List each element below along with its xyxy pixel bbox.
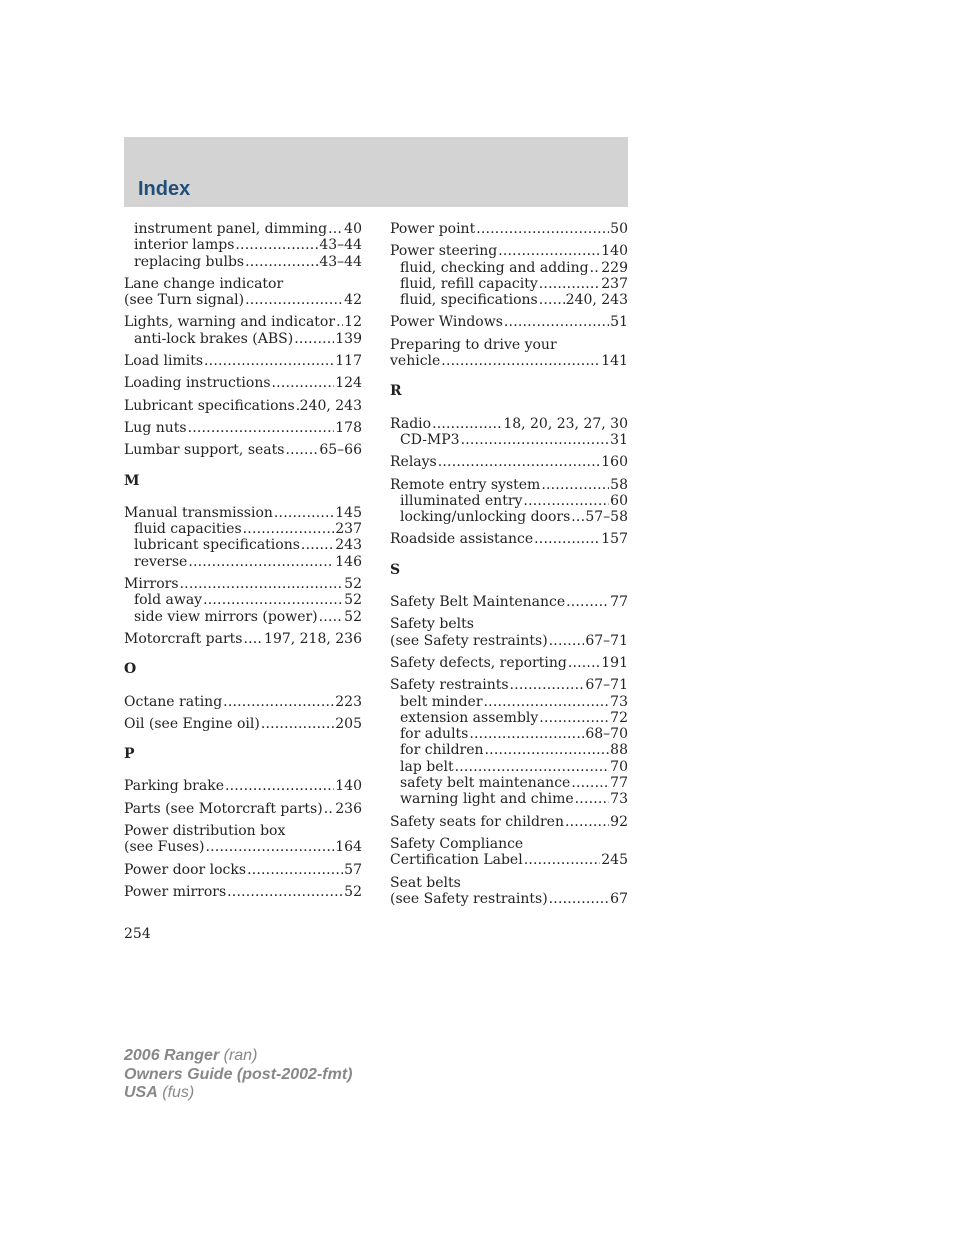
index-entry — [390, 314, 628, 330]
dot-leader — [498, 243, 600, 259]
entry-text: Radio — [390, 415, 432, 432]
index-entry — [124, 631, 362, 647]
entry-text: Safety Compliance — [390, 835, 524, 852]
entry-text: Mirrors — [124, 576, 179, 593]
page-reference: 223 — [335, 693, 362, 710]
entry-text: Lubricant specifications — [124, 397, 295, 414]
entry-text: warning light and chime — [400, 791, 574, 808]
index-entry — [390, 677, 628, 807]
index-entry — [390, 337, 628, 370]
entry-text: locking/unlocking doors — [400, 509, 571, 526]
page-reference: 77 — [610, 594, 628, 611]
index-line — [390, 594, 628, 610]
index-entry — [124, 576, 362, 625]
footer-model: 2006 Ranger — [124, 1047, 220, 1064]
entry-text: Safety seats for children — [390, 813, 564, 830]
footer-guide: Owners Guide (post-2002-fmt) — [124, 1065, 353, 1083]
index-subentry — [124, 609, 362, 625]
dot-leader — [504, 314, 609, 330]
index-subentry — [390, 759, 628, 775]
page-reference: 31 — [610, 431, 628, 448]
page-reference: 236 — [335, 800, 362, 817]
dot-leader — [243, 521, 335, 537]
document-footer — [124, 1047, 352, 1103]
index-line — [390, 416, 628, 432]
page-reference: 18, 20, 23, 27, 30 — [503, 415, 628, 432]
index-line — [390, 353, 628, 369]
index-entry — [124, 694, 362, 710]
entry-text: fluid, specifications — [400, 292, 538, 309]
page-reference: 42 — [344, 292, 362, 309]
dot-leader — [180, 576, 344, 592]
dot-leader — [455, 759, 610, 775]
index-line — [390, 477, 628, 493]
page-reference: 146 — [335, 553, 362, 570]
dot-leader — [549, 633, 585, 649]
index-entry — [124, 505, 362, 570]
index-entry — [390, 454, 628, 470]
header-band — [124, 137, 628, 207]
page-reference: 139 — [335, 330, 362, 347]
dot-leader — [571, 775, 609, 791]
entry-text: (see Fuses) — [124, 839, 205, 856]
entry-text: Power Windows — [390, 314, 503, 331]
page-reference: 145 — [335, 504, 362, 521]
footer-model-code: (ran) — [223, 1047, 258, 1064]
index-entry — [390, 221, 628, 237]
index-entry — [124, 276, 362, 309]
dot-leader — [524, 852, 601, 868]
page-reference: 67 — [610, 890, 628, 907]
entry-text: fluid, checking and adding — [400, 259, 589, 276]
section-letter: R — [390, 383, 402, 400]
dot-leader — [324, 801, 335, 817]
entry-text: Roadside assistance — [390, 531, 534, 548]
index-entry — [124, 420, 362, 436]
index-subentry — [124, 221, 362, 237]
entry-text: Power door locks — [124, 861, 247, 878]
entry-text: Relays — [390, 454, 437, 471]
entry-text: CD-MP3 — [400, 431, 460, 448]
page-reference: 197, 218, 236 — [264, 630, 362, 647]
index-entry — [124, 716, 362, 732]
page-reference: 237 — [601, 275, 628, 292]
page-reference: 117 — [335, 353, 362, 370]
index-entry — [390, 875, 628, 908]
dot-leader — [539, 276, 601, 292]
entry-text: Safety restraints — [390, 677, 509, 694]
index-line — [124, 398, 362, 414]
entry-text: instrument panel, dimming — [134, 221, 328, 237]
dot-leader — [296, 398, 299, 414]
page-reference: 140 — [601, 243, 628, 260]
page-reference: 140 — [335, 778, 362, 795]
index-subentry — [390, 292, 628, 308]
entry-text: fluid, refill capacity — [400, 275, 538, 292]
dot-leader — [590, 260, 601, 276]
index-line — [124, 823, 362, 839]
entry-text: Safety belts — [390, 616, 474, 633]
dot-leader — [245, 254, 318, 270]
index-line — [390, 454, 628, 470]
index-line — [390, 221, 628, 237]
index-subentry — [390, 742, 628, 758]
index-subentry — [390, 775, 628, 791]
index-subentry — [390, 726, 628, 742]
dot-leader — [539, 710, 609, 726]
dot-leader — [272, 375, 335, 391]
dot-leader — [204, 353, 334, 369]
index-entry — [124, 778, 362, 794]
index-entry — [390, 477, 628, 526]
page-reference: 60 — [610, 492, 628, 509]
index-entry — [390, 531, 628, 547]
index-line — [124, 778, 362, 794]
index-line — [124, 839, 362, 855]
dot-leader — [541, 477, 609, 493]
entry-text: Lane change indicator — [124, 275, 284, 292]
dot-leader — [243, 631, 263, 647]
index-line — [124, 375, 362, 391]
entry-text: Loading instructions — [124, 375, 271, 392]
page-reference: 43–44 — [319, 253, 362, 270]
page-number: 254 — [124, 926, 151, 942]
footer-market: USA — [124, 1084, 158, 1101]
index-subentry — [390, 791, 628, 807]
page-reference: 43–44 — [319, 237, 362, 254]
page-reference: 160 — [601, 454, 628, 471]
index-entry — [124, 884, 362, 900]
entry-text: extension assembly — [400, 709, 539, 726]
entry-text: side view mirrors (power) — [134, 608, 318, 625]
index-line — [124, 631, 362, 647]
index-entry — [390, 243, 628, 308]
index-line — [124, 353, 362, 369]
index-line — [390, 852, 628, 868]
index-entry — [390, 616, 628, 649]
page-reference: 245 — [601, 852, 628, 869]
index-line — [390, 814, 628, 830]
index-line — [390, 243, 628, 259]
entry-text: Safety defects, reporting — [390, 654, 567, 671]
index-line — [124, 292, 362, 308]
page-reference: 52 — [344, 576, 362, 593]
index-entry — [124, 314, 362, 347]
index-line — [124, 884, 362, 900]
entry-text: Motorcraft parts — [124, 630, 243, 647]
index-line — [124, 862, 362, 878]
dot-leader — [571, 509, 584, 525]
entry-text: lap belt — [400, 758, 454, 775]
index-line — [390, 891, 628, 907]
page-reference: 68–70 — [585, 726, 628, 743]
dot-leader — [549, 891, 610, 907]
entry-text: Power steering — [390, 243, 498, 260]
dot-leader — [261, 716, 334, 732]
page-reference: 92 — [610, 813, 628, 830]
index-line — [390, 655, 628, 671]
index-entry — [124, 353, 362, 369]
dot-leader — [336, 314, 343, 330]
index-line — [390, 616, 628, 632]
dot-leader — [227, 884, 343, 900]
index-entry — [390, 416, 628, 449]
page-title: Index — [138, 178, 191, 200]
index-entry — [124, 442, 362, 458]
index-subentry — [390, 276, 628, 292]
entry-text: (see Safety restraints) — [390, 890, 548, 907]
footer-market-code: (fus) — [162, 1084, 195, 1101]
page-reference: 229 — [601, 259, 628, 276]
index-entry — [124, 823, 362, 856]
page-reference: 58 — [610, 476, 628, 493]
index-subentry — [124, 237, 362, 253]
entry-text: lubricant specifications — [134, 537, 300, 554]
entry-text: for adults — [400, 726, 469, 743]
index-line — [124, 276, 362, 292]
index-line — [124, 442, 362, 458]
section-letter: P — [124, 746, 135, 763]
index-subentry — [390, 509, 628, 525]
index-entry — [124, 801, 362, 817]
entry-text: replacing bulbs — [134, 253, 245, 270]
dot-leader — [441, 353, 600, 369]
entry-text: Safety Belt Maintenance — [390, 594, 566, 611]
dot-leader — [285, 442, 318, 458]
page-reference: 72 — [610, 709, 628, 726]
page-reference: 191 — [601, 654, 628, 671]
page-reference: 12 — [344, 314, 362, 331]
section-letter: M — [124, 472, 140, 489]
dot-leader — [461, 432, 610, 448]
dot-leader — [539, 292, 565, 308]
entry-text: Parts (see Motorcraft parts) — [124, 800, 323, 817]
index-line — [390, 531, 628, 547]
page-reference: 52 — [344, 592, 362, 609]
entry-text: Seat belts — [390, 874, 461, 891]
index-subentry — [390, 432, 628, 448]
dot-leader — [247, 862, 343, 878]
index-line — [390, 314, 628, 330]
index-subentry — [390, 694, 628, 710]
entry-text: Power distribution box — [124, 823, 286, 840]
dot-leader — [225, 778, 334, 794]
index-entry — [124, 221, 362, 270]
dot-leader — [566, 594, 609, 610]
dot-leader — [235, 237, 318, 253]
index-line — [390, 337, 628, 353]
dot-leader — [301, 537, 334, 553]
index-entry — [124, 862, 362, 878]
entry-text: interior lamps — [134, 237, 235, 254]
section-letter: O — [124, 661, 137, 678]
page-reference: 40 — [344, 221, 362, 237]
entry-text: Preparing to drive your — [390, 336, 557, 353]
index-subentry — [124, 521, 362, 537]
index-entry — [124, 398, 362, 414]
index-line — [390, 875, 628, 891]
page-reference: 57–58 — [585, 509, 628, 526]
page-reference: 157 — [601, 531, 628, 548]
entry-text: Oil (see Engine oil) — [124, 715, 260, 732]
dot-leader — [565, 814, 609, 830]
dot-leader — [294, 331, 334, 347]
entry-text: Manual transmission — [124, 504, 273, 521]
entry-text: fluid capacities — [134, 521, 242, 538]
page-reference: 77 — [610, 775, 628, 792]
entry-text: Certification Label — [390, 852, 523, 869]
entry-text: fold away — [134, 592, 203, 609]
page-reference: 73 — [610, 693, 628, 710]
page-reference: 243 — [335, 537, 362, 554]
entry-text: Octane rating — [124, 693, 223, 710]
page-reference: 124 — [335, 375, 362, 392]
index-subentry — [124, 537, 362, 553]
index-line — [124, 576, 362, 592]
index-line — [124, 420, 362, 436]
page-reference: 205 — [335, 715, 362, 732]
dot-leader — [575, 791, 610, 807]
index-subentry — [124, 254, 362, 270]
page-reference: 240, 243 — [299, 397, 362, 414]
page-reference: 67–71 — [585, 677, 628, 694]
dot-leader — [568, 655, 600, 671]
section-letter: S — [390, 561, 401, 578]
dot-leader — [534, 531, 600, 547]
index-entry — [124, 375, 362, 391]
dot-leader — [223, 694, 334, 710]
page-reference: 240, 243 — [565, 292, 628, 309]
dot-leader — [476, 221, 609, 237]
entry-text: for children — [400, 742, 484, 759]
dot-leader — [438, 454, 601, 470]
page-reference: 164 — [335, 839, 362, 856]
index-line — [390, 836, 628, 852]
index-line — [390, 633, 628, 649]
entry-text: Power point — [390, 221, 476, 237]
entry-text: Load limits — [124, 353, 204, 370]
index-line — [124, 716, 362, 732]
dot-leader — [188, 554, 334, 570]
entry-text: Lights, warning and indicator — [124, 314, 336, 331]
index-entry — [390, 836, 628, 869]
page-reference: 57 — [344, 861, 362, 878]
index-subentry — [390, 710, 628, 726]
entry-text: (see Safety restraints) — [390, 632, 548, 649]
index-entry — [390, 814, 628, 830]
dot-leader — [206, 839, 335, 855]
entry-text: Lug nuts — [124, 419, 187, 436]
dot-leader — [432, 416, 502, 432]
entry-text: belt minder — [400, 693, 483, 710]
entry-text: Lumbar support, seats — [124, 442, 285, 459]
page-reference: 50 — [610, 221, 628, 237]
entry-text: (see Turn signal) — [124, 292, 245, 309]
index-column-right — [390, 221, 628, 913]
index-line — [124, 505, 362, 521]
dot-leader — [510, 677, 585, 693]
dot-leader — [523, 493, 609, 509]
dot-leader — [328, 221, 343, 237]
index-line — [390, 677, 628, 693]
index-subentry — [124, 592, 362, 608]
index-line — [124, 801, 362, 817]
page-reference: 88 — [610, 742, 628, 759]
entry-text: vehicle — [390, 353, 441, 370]
page-reference: 65–66 — [319, 442, 362, 459]
index-entry — [390, 594, 628, 610]
entry-text: illuminated entry — [400, 492, 523, 509]
dot-leader — [188, 420, 335, 436]
index-entry — [390, 655, 628, 671]
page-reference: 52 — [344, 883, 362, 900]
page-reference: 52 — [344, 608, 362, 625]
dot-leader — [485, 742, 610, 758]
dot-leader — [469, 726, 584, 742]
dot-leader — [274, 505, 334, 521]
index-subentry — [390, 493, 628, 509]
index-subentry — [124, 331, 362, 347]
page-reference: 237 — [335, 521, 362, 538]
page-reference: 51 — [610, 314, 628, 331]
page-reference: 178 — [335, 419, 362, 436]
dot-leader — [319, 609, 344, 625]
page-reference: 73 — [610, 791, 628, 808]
index-line — [124, 694, 362, 710]
page-reference: 67–71 — [585, 632, 628, 649]
dot-leader — [245, 292, 343, 308]
entry-text: Power mirrors — [124, 883, 227, 900]
dot-leader — [484, 694, 610, 710]
entry-text: reverse — [134, 553, 188, 570]
index-line — [124, 314, 362, 330]
entry-text: Parking brake — [124, 778, 224, 795]
entry-text: safety belt maintenance — [400, 775, 571, 792]
index-subentry — [390, 260, 628, 276]
index-subentry — [124, 554, 362, 570]
entry-text: Remote entry system — [390, 476, 541, 493]
dot-leader — [203, 592, 343, 608]
page-reference: 70 — [610, 758, 628, 775]
index-column-left — [124, 221, 362, 906]
page-reference: 141 — [601, 353, 628, 370]
entry-text: anti-lock brakes (ABS) — [134, 330, 294, 347]
